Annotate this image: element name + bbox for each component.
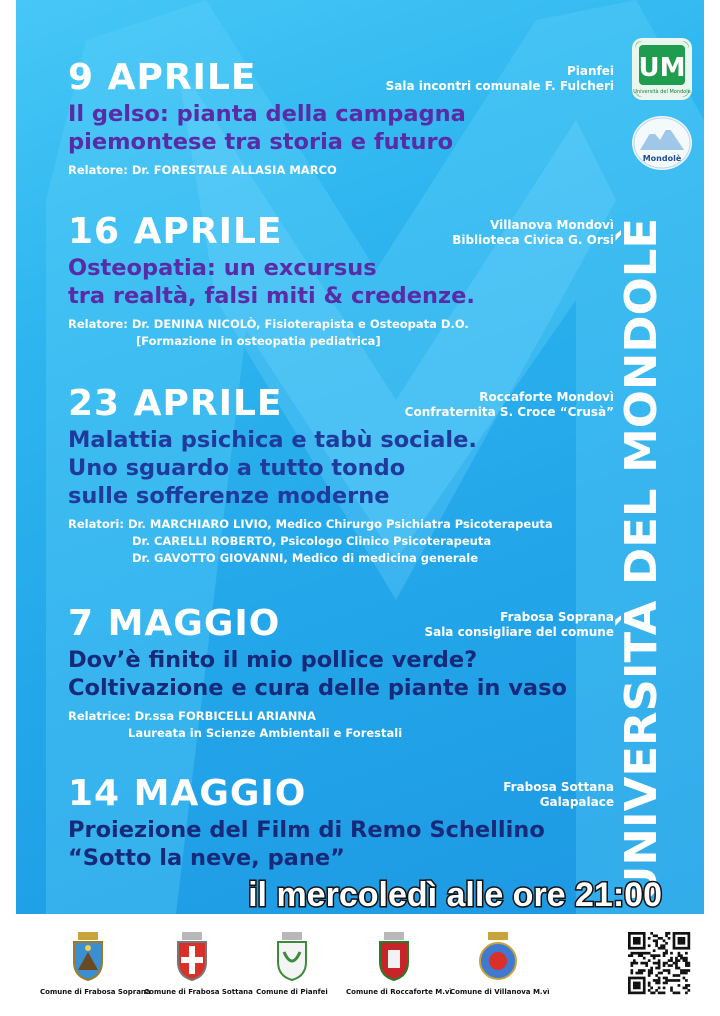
- coat-of-arms-icon: [170, 930, 214, 982]
- venue-town: Roccaforte Mondovì: [479, 390, 614, 404]
- event-title: [68, 426, 614, 510]
- event-venue: [452, 218, 614, 248]
- municipality-label: Comune di Roccaforte M.vì: [346, 988, 452, 996]
- qr-code-svg: [628, 932, 690, 994]
- speaker-line: Relatori: Dr. MARCHIARO LIVIO, Medico Chirurgo Psichiatra Psicoterapeuta: [68, 517, 553, 531]
- municipality-label: Comune di Villanova M.vì: [450, 988, 550, 996]
- event-title: [68, 100, 614, 156]
- title-line: Il gelso: pianta della campagna: [68, 101, 466, 127]
- university-logo: [632, 38, 692, 100]
- event-date: 7 MAGGIO: [68, 603, 281, 644]
- poster-background: [16, 0, 704, 914]
- event-speakers: [68, 708, 614, 742]
- event-date: 23 APRILE: [68, 383, 283, 424]
- coat-of-arms-icon: [476, 930, 520, 982]
- event-venue: [405, 390, 614, 420]
- title-line: Dov’è finito il mio pollice verde?: [68, 647, 478, 673]
- university-logo-svg: [632, 38, 692, 100]
- event-speakers: [68, 162, 614, 179]
- title-line: Proiezione del Film di Remo Schellino: [68, 817, 545, 843]
- mondole-logo-svg: [632, 116, 692, 170]
- event-date: 9 APRILE: [68, 57, 257, 98]
- schedule-note-text: il mercoledì alle ore 21:00: [248, 876, 662, 914]
- vertical-title: [616, 212, 698, 912]
- schedule-note: [200, 872, 670, 916]
- crest-roccaforte: [372, 930, 416, 982]
- event-title: [68, 816, 614, 872]
- event-2: [68, 212, 614, 350]
- coat-of-arms-icon: [270, 930, 314, 982]
- crest-villanova: [476, 930, 520, 982]
- speaker-line: Laureata in Scienze Ambientali e Forestali: [128, 726, 403, 740]
- venue-place: Biblioteca Civica G. Orsi: [452, 233, 614, 247]
- venue-place: Confraternita S. Croce “Crusà”: [404, 405, 614, 419]
- title-line: sulle sofferenze moderne: [68, 483, 390, 509]
- municipality-label: Comune di Pianfei: [256, 988, 328, 996]
- venue-town: Frabosa Sottana: [503, 780, 614, 794]
- speaker-line: Relatrice: Dr.ssa FORBICELLI ARIANNA: [68, 709, 316, 723]
- mondole-logo-caption: Mondolè: [642, 154, 682, 163]
- mondole-logo: [632, 116, 692, 170]
- speaker-line: Relatore: Dr. DENINA NICOLÒ, Fisioterapista e Osteopata D.O.: [68, 317, 469, 331]
- event-venue: [503, 780, 614, 810]
- municipality-label: Comune di Frabosa Soprana: [40, 988, 151, 996]
- schedule-note-svg: [200, 872, 670, 916]
- title-line: piemontese tra storia e futuro: [68, 129, 454, 155]
- crest-frabosa-sottana: [170, 930, 214, 982]
- coat-of-arms-icon: [372, 930, 416, 982]
- event-title: [68, 254, 614, 310]
- event-4: [68, 604, 614, 742]
- title-line: Coltivazione e cura delle piante in vaso: [68, 675, 567, 701]
- title-line: Malattia psichica e tabù sociale.: [68, 427, 477, 453]
- venue-town: Villanova Mondovì: [490, 218, 614, 232]
- event-1: [68, 58, 614, 179]
- venue-town: Pianfei: [566, 64, 614, 78]
- event-venue: [386, 64, 614, 94]
- title-line: “Sotto la neve, pane”: [68, 845, 345, 871]
- event-speakers: [68, 516, 614, 567]
- speaker-line: Relatore: Dr. FORESTALE ALLASIA MARCO: [68, 163, 337, 177]
- venue-place: Sala incontri comunale F. Fulcheri: [385, 79, 614, 93]
- event-speakers: [68, 316, 614, 350]
- university-logo-letters: UM: [638, 53, 686, 83]
- speaker-line: [Formazione in osteopatia pediatrica]: [136, 334, 381, 348]
- event-venue: [424, 610, 614, 640]
- coat-of-arms-icon: [66, 930, 110, 982]
- crest-pianfei: [270, 930, 314, 982]
- venue-place: Galapalace: [539, 795, 614, 809]
- qr-code-icon[interactable]: [628, 932, 690, 994]
- vertical-title-text: UNIVERSITÀ DEL MONDOLÈ: [616, 231, 667, 902]
- event-date: 16 APRILE: [68, 211, 283, 252]
- university-logo-caption: Università del Mondolè: [633, 89, 691, 95]
- municipality-label: Comune di Frabosa Sottana: [144, 988, 253, 996]
- venue-town: Frabosa Soprana: [500, 610, 614, 624]
- title-line: Uno sguardo a tutto tondo: [68, 455, 406, 481]
- speaker-line: Dr. GAVOTTO GIOVANNI, Medico di medicina generale: [132, 551, 478, 565]
- event-3: [68, 384, 614, 567]
- title-line: Osteopatia: un excursus: [68, 255, 377, 281]
- crest-frabosa-soprana: [66, 930, 110, 982]
- speaker-line: Dr. CARELLI ROBERTO, Psicologo Clinico Psicoterapeuta: [132, 534, 492, 548]
- event-title: [68, 646, 614, 702]
- title-line: tra realtà, falsi miti & credenze.: [68, 283, 475, 309]
- vertical-title-svg: [616, 212, 698, 912]
- event-date: 14 MAGGIO: [68, 773, 307, 814]
- event-5: [68, 774, 614, 872]
- venue-place: Sala consigliare del comune: [424, 625, 614, 639]
